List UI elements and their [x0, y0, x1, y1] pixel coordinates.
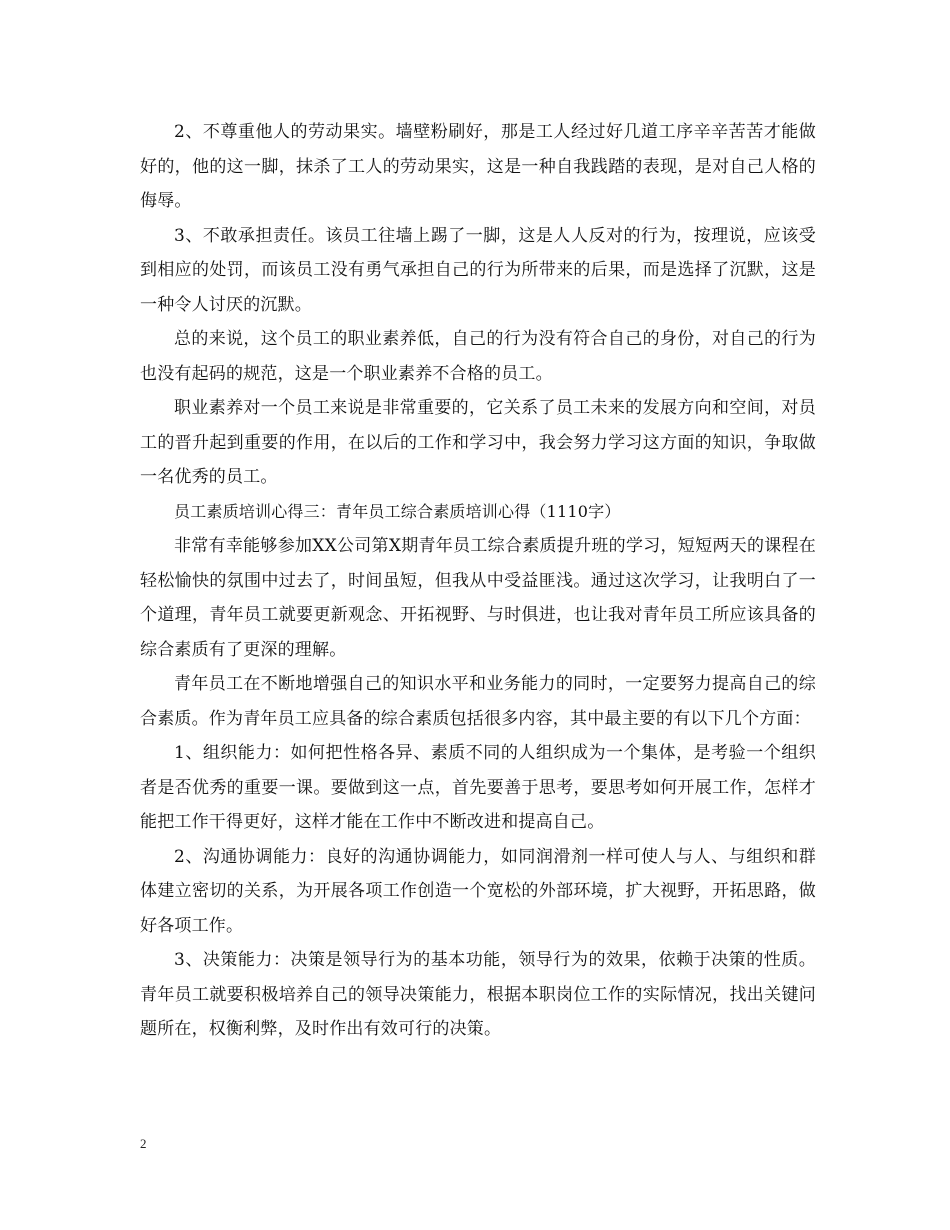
paragraph-avoid-responsibility: 3、不敢承担责任。该员工往墙上踢了一脚，这是人人反对的行为，按理说，应该受到相应的处罚，而该员工没有勇气承担自己的行为所带来的后果，而是选择了沉默，这是一种令人讨厌的沉默。 — [140, 225, 816, 315]
paragraph-training-intro: 非常有幸能够参加XX公司第X期青年员工综合素质提升班的学习，短短两天的课程在轻松愉快的氛围中过去了，时间虽短，但我从中受益匪浅。通过这次学习，让我明白了一个道理，青年员工就要更新观念、开拓视野、与时俱进，也让我对青年员工所应该具备的综合素质有了更深的理解。 — [140, 536, 816, 660]
section-heading-training-part-three: 员工素质培训心得三：青年员工综合素质培训心得（1110字） — [174, 501, 621, 521]
paragraph-disrespect-labor: 2、不尊重他人的劳动果实。墙壁粉刷好，那是工人经过好几道工序辛辛苦苦才能做好的，他的这一脚，抹杀了工人的劳动果实，这是一种自我践踏的表现，是对自己人格的侮辱。 — [140, 122, 816, 211]
paragraph-decision-ability: 3、决策能力：决策是领导行为的基本功能，领导行为的效果，依赖于决策的性质。青年员工就要积极培养自己的领导决策能力，根据本职岗位工作的实际情况，找出关键问题所在，权衡利弊，及时作出有效可行的决策。 — [140, 950, 816, 1039]
page-number: 2 — [140, 1136, 147, 1151]
document-body — [140, 115, 816, 1047]
paragraph-summary: 总的来说，这个员工的职业素养低，自己的行为没有符合自己的身份，对自己的行为也没有起码的规范，这是一个职业素养不合格的员工。 — [140, 329, 816, 384]
paragraph-organizational-ability: 1、组织能力：如何把性格各异、素质不同的人组织成为一个集体，是考验一个组织者是否优秀的重要一课。要做到这一点，首先要善于思考，要思考如何开展工作，怎样才能把工作干得更好，这样才能在工作中不断改进和提高自己。 — [140, 743, 816, 832]
paragraph-importance-of-professionalism: 职业素养对一个员工来说是非常重要的，它关系了员工未来的发展方向和空间，对员工的晋升起到重要的作用，在以后的工作和学习中，我会努力学习这方面的知识，争取做一名优秀的员工。 — [140, 398, 816, 487]
paragraph-communication-ability: 2、沟通协调能力：良好的沟通协调能力，如同润滑剂一样可使人与人、与组织和群体建立密切的关系，为开展各项工作创造一个宽松的外部环境，扩大视野，开拓思路，做好各项工作。 — [140, 846, 816, 936]
paragraph-comprehensive-quality: 青年员工在不断地增强自己的知识水平和业务能力的同时，一定要努力提高自己的综合素质。作为青年员工应具备的综合素质包括很多内容，其中最主要的有以下几个方面： — [140, 674, 816, 729]
